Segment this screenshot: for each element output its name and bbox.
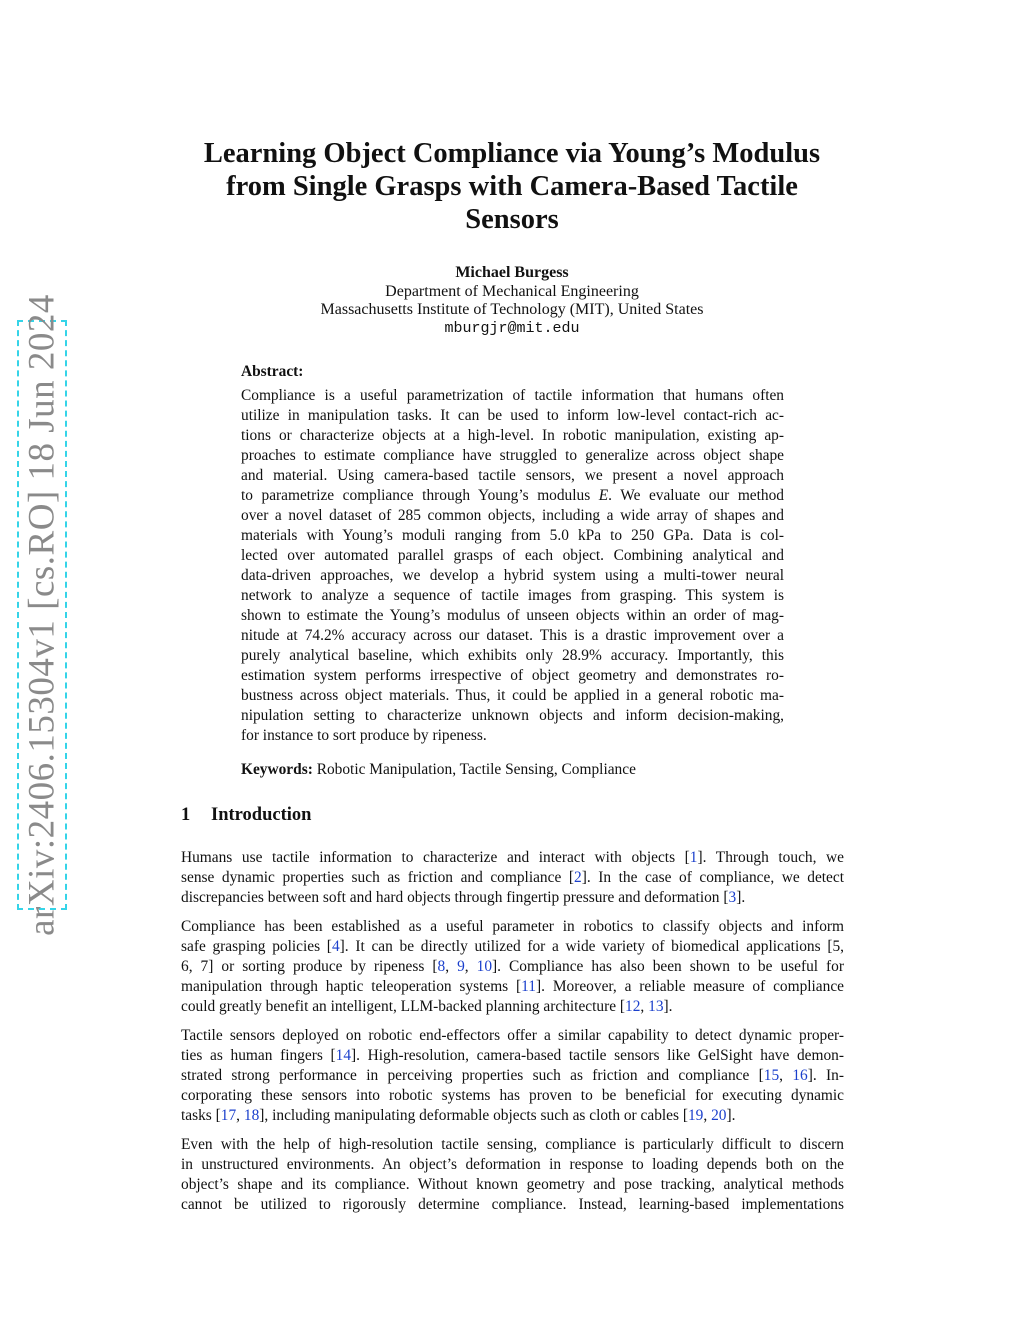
citation-link[interactable]: 9: [457, 958, 465, 975]
citation-link[interactable]: 20: [711, 1107, 727, 1124]
abstract-line: network to analyze a sequence of tactile images from grasping. This system is: [241, 587, 784, 604]
title-line: Sensors: [465, 204, 559, 235]
abstract: [241, 362, 784, 780]
abstract-line: and material. Using camera-based tactile sensors, we present a novel approach: [241, 467, 784, 484]
citation-link[interactable]: 14: [335, 1047, 352, 1064]
citation-link[interactable]: 8: [437, 958, 446, 975]
author-department: Department of Mechanical Engineering: [385, 282, 639, 300]
abstract-line: bustness across object materials. Thus, it could be applied in a general robotic ma-: [241, 687, 784, 704]
abstract-heading: Abstract:: [241, 363, 304, 380]
text-line: in unstructured environments. An object’s deformation in response to loading depends both on the: [181, 1156, 844, 1173]
citation-link[interactable]: 18: [243, 1107, 260, 1124]
text-line: Compliance has been established as a useful parameter in robotics to classify objects and inform: [181, 918, 844, 935]
author-email[interactable]: mburgjr@mit.edu: [444, 319, 580, 337]
author-name: Michael Burgess: [455, 264, 569, 281]
text-line: could greatly benefit an intelligent, LLM-backed planning architecture [12, 13].: [181, 998, 673, 1015]
abstract-line: to parametrize compliance through Young’s modulus E. We evaluate our method: [241, 487, 784, 504]
text-line: corporating these sensors into robotic systems has proven to be beneficial for executing dynamic: [181, 1087, 844, 1104]
citation-link[interactable]: 2: [573, 869, 582, 886]
author-block: [200, 264, 824, 338]
text-line: cannot be utilized to rigorously determine compliance. Instead, learning-based implementations: [181, 1196, 844, 1213]
abstract-body: [241, 386, 784, 746]
paragraph: [181, 1135, 844, 1215]
text-line: manipulation through haptic teleoperation systems [11]. Moreover, a reliable measure of compliance: [181, 978, 844, 995]
abstract-line: data-driven approaches, we develop a hybrid system using a multi-tower neural: [241, 567, 784, 584]
paragraph: [181, 848, 844, 908]
abstract-line: purely analytical baseline, which exhibits only 28.9% accuracy. Importantly, this: [241, 647, 784, 664]
citation-link[interactable]: 10: [476, 958, 493, 975]
abstract-line: over a novel dataset of 285 common objects, including a wide array of shapes and: [241, 507, 784, 524]
abstract-line: for instance to sort produce by ripeness.: [241, 727, 487, 744]
citation-link[interactable]: 12: [625, 998, 641, 1015]
abstract-line: nitude at 74.2% accuracy across our dataset. This is a drastic improvement over a: [241, 627, 784, 644]
keywords-label: Keywords:: [241, 761, 313, 778]
paragraph: [181, 1026, 844, 1126]
paragraph: [181, 917, 844, 1017]
citation-link[interactable]: 4: [331, 938, 340, 955]
abstract-line: estimation system performs irrespective of object geometry and demonstrates ro-: [241, 667, 784, 684]
citation-link[interactable]: 13: [648, 998, 664, 1015]
citation-link[interactable]: 17: [220, 1107, 237, 1124]
author-institution: Massachusetts Institute of Technology (MIT), United States: [320, 301, 704, 318]
citation-link[interactable]: 11: [521, 978, 536, 995]
keywords: [241, 760, 784, 780]
arxiv-stamp: [17, 294, 67, 936]
citation-link[interactable]: 15: [763, 1067, 780, 1084]
text-line: Humans use tactile information to characterize and interact with objects [1]. Through touch, we: [181, 849, 844, 866]
abstract-line: tions or characterize objects at a high-level. In robotic manipulation, existing ap-: [241, 427, 784, 444]
abstract-line: lected over automated parallel grasps of each object. Combining analytical and: [241, 547, 784, 564]
text-line: 6, 7] or sorting produce by ripeness [8, 9, 10]. Compliance has also been shown to be useful for: [181, 958, 845, 975]
section-title: Introduction: [211, 805, 312, 825]
title-line: from Single Grasps with Camera-Based Tactile: [226, 171, 798, 202]
abstract-line: proaches to estimate compliance have struggled to generalize across object shape: [241, 447, 784, 464]
text-line: Tactile sensors deployed on robotic end-effectors offer a similar capability to detect dynamic proper-: [181, 1027, 844, 1044]
citation-link[interactable]: 16: [792, 1067, 808, 1084]
text-line: strated strong performance in perceiving properties such as friction and compliance [15, 16]. In-: [181, 1067, 844, 1084]
text-line: Even with the help of high-resolution tactile sensing, compliance is particularly difficult to discern: [181, 1136, 844, 1153]
section-number: 1: [181, 805, 191, 825]
abstract-line: shown to estimate the Young’s modulus of unseen objects within an order of mag-: [241, 607, 784, 624]
text-line: sense dynamic properties such as friction and compliance [2]. In the case of compliance, we detect: [181, 869, 844, 886]
text-line: safe grasping policies [4]. It can be directly utilized for a wide variety of biomedical applications [5,: [181, 938, 844, 955]
text-line: ties as human fingers [14]. High-resolution, camera-based tactile sensors like GelSight have demon-: [181, 1047, 844, 1064]
abstract-line: materials with Young’s moduli ranging from 5.0 kPa to 250 GPa. Data is col-: [241, 527, 784, 544]
text-line: object’s shape and its compliance. Without known geometry and pose tracking, analytical methods: [181, 1176, 844, 1193]
section-heading-introduction: [181, 805, 311, 826]
citation-link[interactable]: 1: [689, 849, 698, 866]
text-line: discrepancies between soft and hard objects through fingertip pressure and deformation [3].: [181, 889, 746, 906]
math-symbol: E: [598, 487, 609, 504]
abstract-line: nipulation setting to characterize unknown objects and inform decision-making,: [241, 707, 784, 724]
paper-title: [150, 137, 874, 236]
keywords-text: Robotic Manipulation, Tactile Sensing, Compliance: [316, 761, 636, 778]
introduction-body: [181, 848, 844, 1224]
abstract-line: Compliance is a useful parametrization of tactile information that humans often: [241, 387, 784, 404]
citation-link[interactable]: 3: [728, 889, 737, 906]
arxiv-identifier: arXiv:2406.15304v1 [cs.RO] 18 Jun 2024: [21, 294, 63, 936]
title-line: Learning Object Compliance via Young’s Modulus: [203, 138, 821, 169]
text-line: tasks [17, 18], including manipulating deformable objects such as cloth or cables [19, 20].: [181, 1107, 736, 1124]
abstract-line: utilize in manipulation tasks. It can be used to inform low-level contact-rich ac-: [241, 407, 784, 424]
citation-link[interactable]: 19: [687, 1107, 704, 1124]
